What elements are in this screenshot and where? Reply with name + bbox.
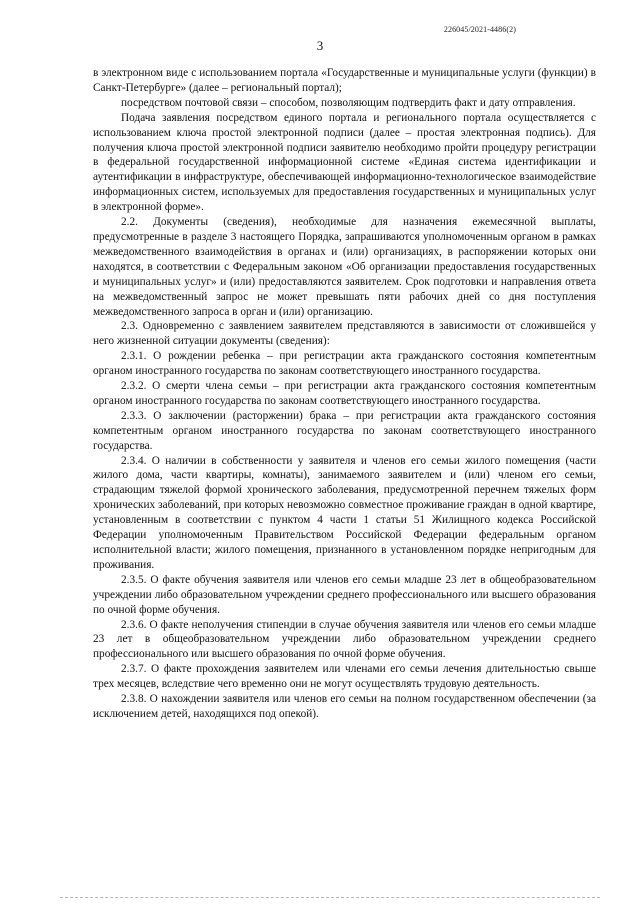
paragraph-2-3-6: 2.3.6. О факте неполучения стипендии в случае обучения заявителя или членов его семьи младше 23 лет в общеобразовательном учреждении либо образовательном учреждении среднего профессионального или высшего образования по очной форме обучения. [93, 618, 596, 661]
paragraph-postal: посредством почтовой связи – способом, позволяющим подтвердить факт и дату отправления. [121, 96, 576, 109]
document-body [93, 66, 596, 722]
paragraph-2-3-5: 2.3.5. О факте обучения заявителя или членов его семьи младше 23 лет в общеобразовательном учреждении либо образовательном учреждении среднего профессионального или высшего образования по очной форме обучения. [93, 573, 596, 616]
scan-edge-divider [60, 897, 600, 898]
paragraph-2-3: 2.3. Одновременно с заявлением заявителем представляются в зависимости от сложившейся у него жизненной ситуации документы (сведения): [93, 320, 596, 348]
paragraph-2-3-1: 2.3.1. О рождении ребенка – при регистрации акта гражданского состояния компетентным органом иностранного государства по законам соответствующего иностранного государства. [93, 350, 596, 378]
paragraph-2-3-7: 2.3.7. О факте прохождения заявителем или членами его семьи лечения длительностью свыше трех месяцев, вследствие чего временно они не могут осуществлять трудовую деятельность. [93, 663, 596, 691]
paragraph-2-2: 2.2. Документы (сведения), необходимые для назначения ежемесячной выплаты, предусмотренные в разделе 3 настоящего Порядка, запрашиваются уполномоченным органом в рамках межведомственного взаимодействия в органах и (или) организациях, в распоряжении которых они находятся, в соответствии с Федеральным законом «Об организации предоставления государственных и муниципальных услуг» и (или) предоставляются заявителем. Срок подготовки и направления ответа на межведомственный запрос не может превышать пяти рабочих дней со дня поступления межведомственного запроса в орган и (или) организацию. [93, 216, 596, 318]
paragraph-2-3-8: 2.3.8. О нахождении заявителя или членов его семьи на полном государственном обеспечении (за исключением детей, находящихся под опекой). [93, 693, 596, 720]
paragraph-2-3-2: 2.3.2. О смерти члена семьи – при регистрации акта гражданского состояния компетентным органом иностранного государства по законам соответствующего иностранного государства. [93, 380, 596, 407]
paragraph-regional-portal: в электронном виде с использованием портала «Государственные и муниципальные услуги (функции) в Санкт-Петербурге» (далее – региональный портал); [93, 67, 596, 94]
paragraph-2-3-4: 2.3.4. О наличии в собственности у заявителя и членов его семьи жилого помещения (части жилого дома, части квартиры, комнаты), занимаемого заявителем и (или) членом его семьи, страдающим тяжелой формой хронического заболевания, предусмотренной перечнем тяжелых форм хронических заболеваний, при которых невозможно совместное проживание граждан в одной квартире, установленным в соответствии с пунктом 4 части 1 статьи 51 Жилищного кодекса Российской Федерации уполномоченным Правительством Российской Федерации федеральным органом исполнительной власти; жилого помещения, признанного в установленном порядке непригодным для проживания. [93, 454, 596, 571]
document-id: 226045/2021-4486(2) [443, 25, 516, 34]
paragraph-electronic-signature: Подача заявления посредством единого портала и регионального портала осуществляется с использованием ключа простой электронной подписи (далее – простая электронная подпись). Для получения ключа простой электронной подписи заявителю необходимо пройти процедуру регистрации в федеральной государственной информационной системе «Единая система идентификации и аутентификации в инфраструктуре, обеспечивающей информационно-технологическое взаимодействие информационных систем, используемых для предоставления государственных и муниципальных услуг в электронной форме». [93, 111, 596, 214]
page-number: 3 [316, 38, 324, 53]
paragraph-2-3-3: 2.3.3. О заключении (расторжении) брака – при регистрации акта гражданского состояния компетентным органом иностранного государства по законам соответствующего иностранного государства. [93, 409, 596, 452]
